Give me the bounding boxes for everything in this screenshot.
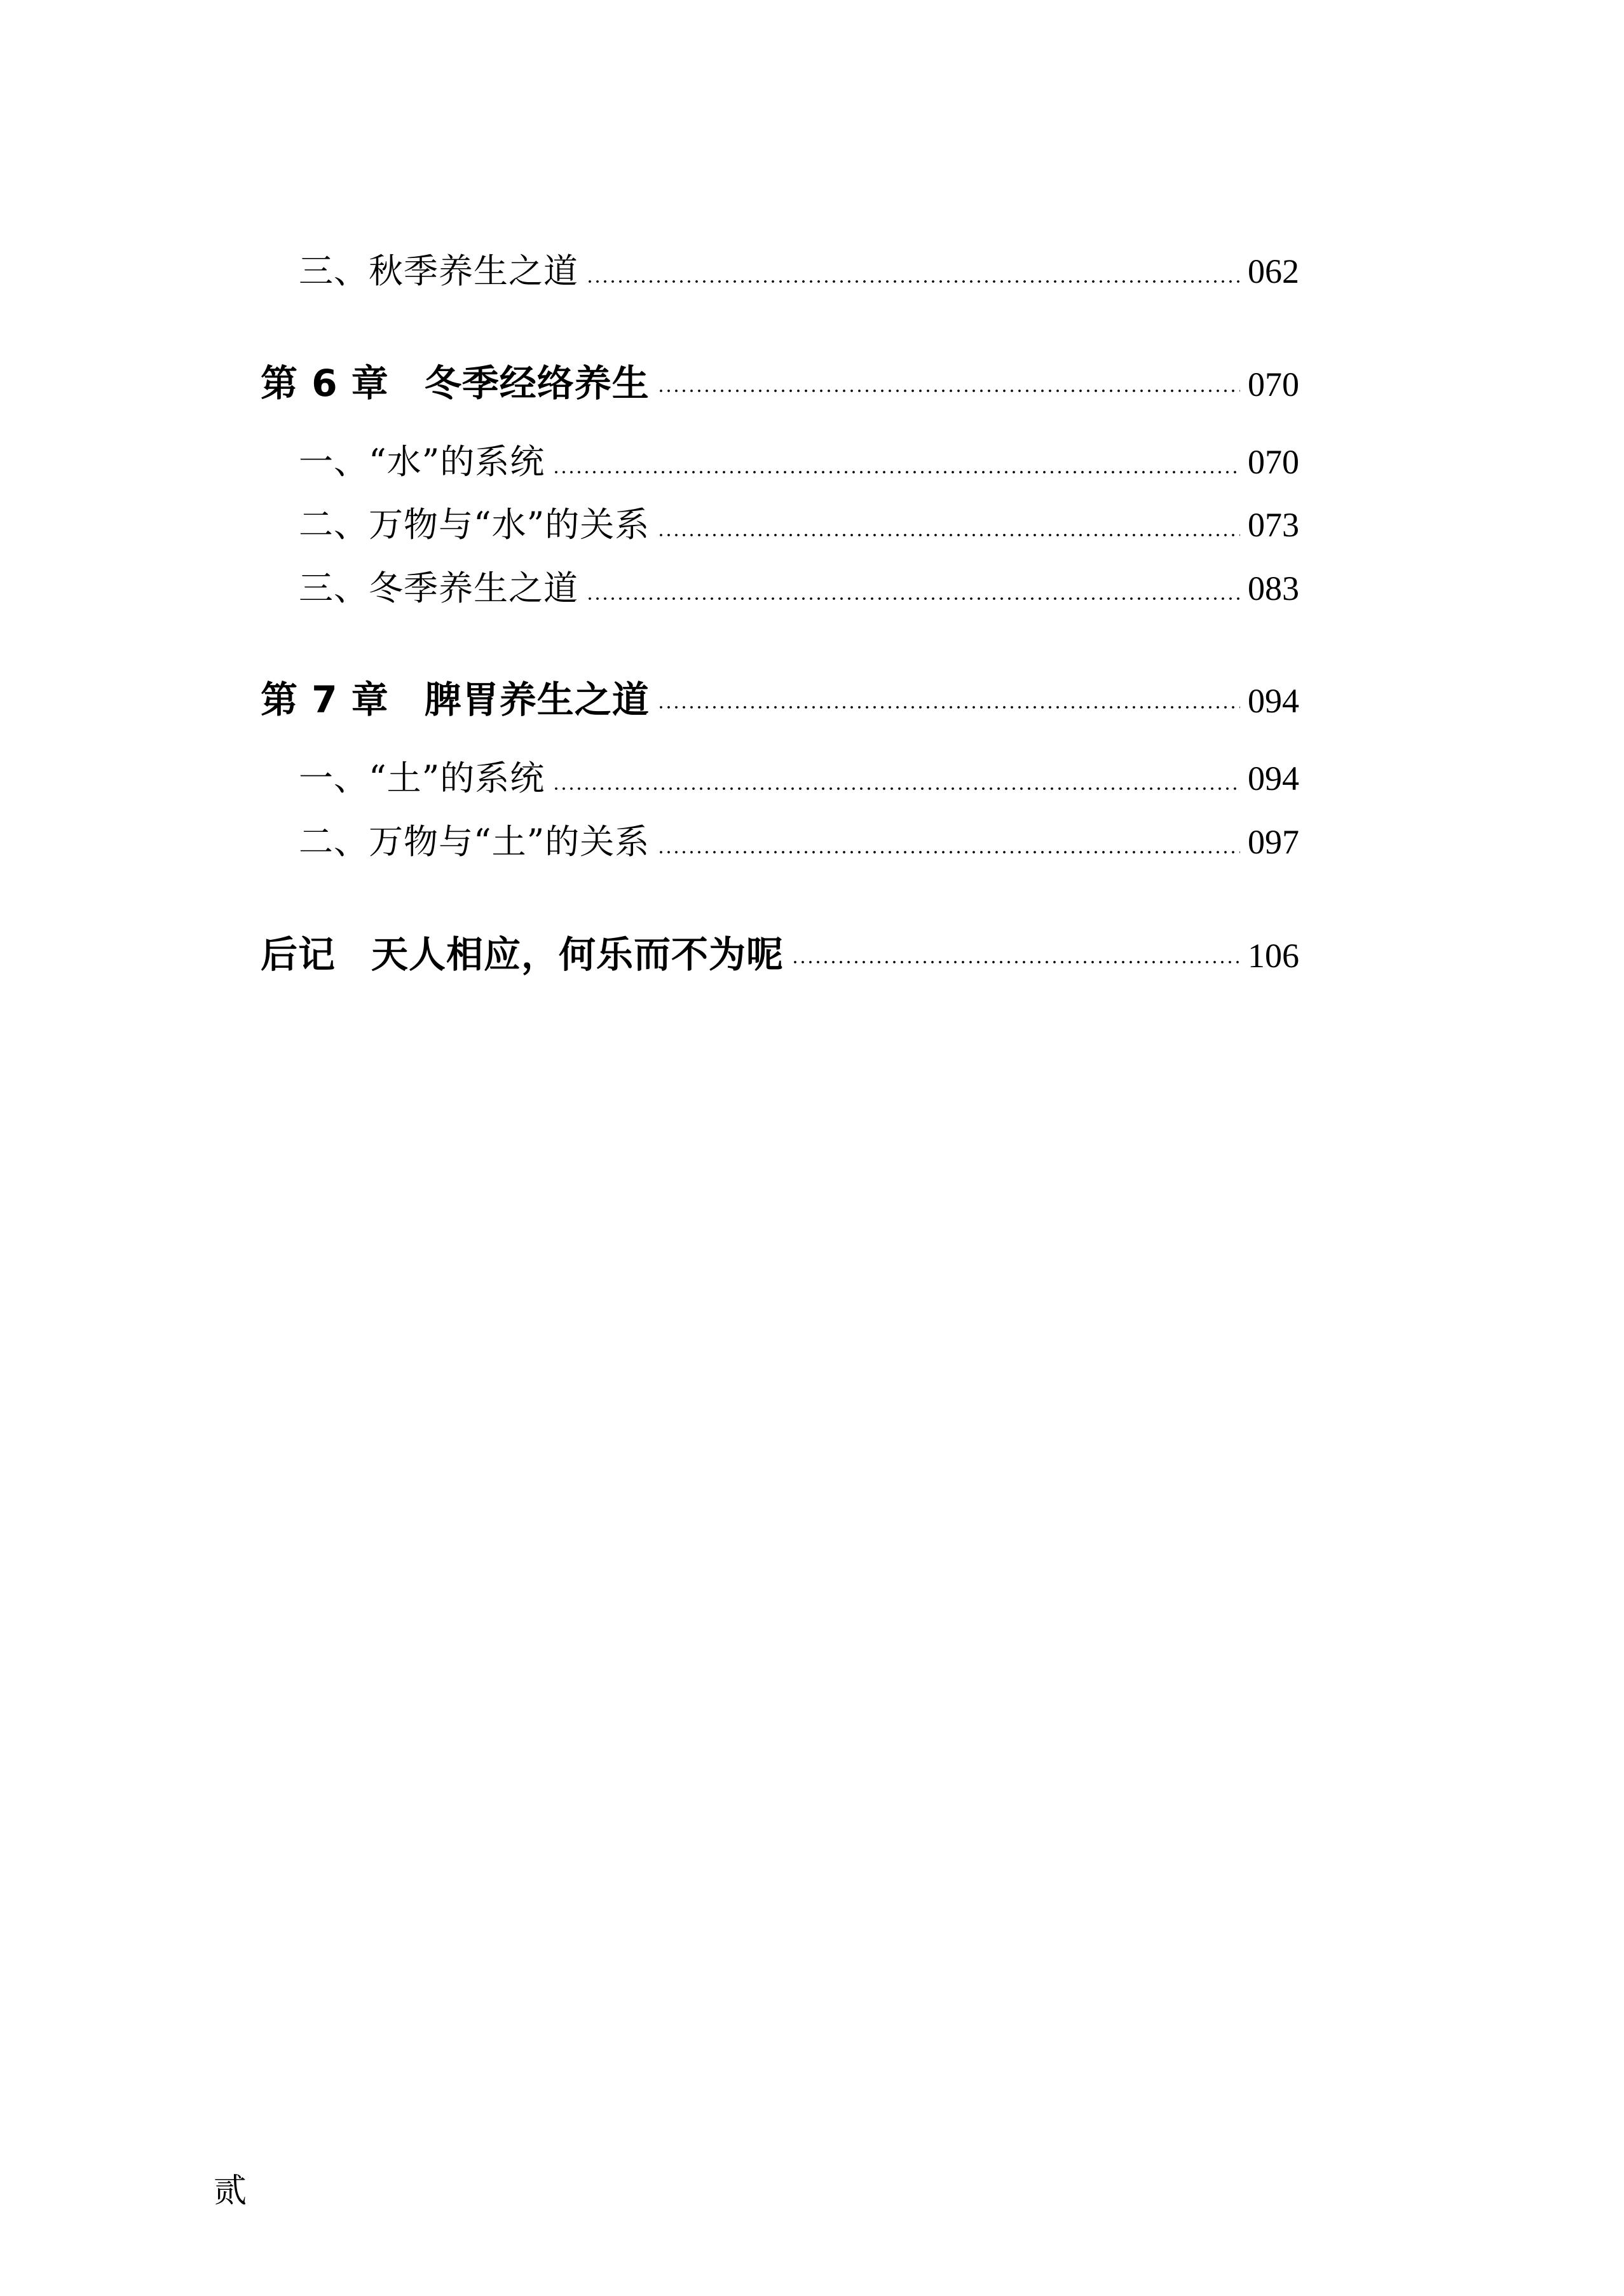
toc-page-number: 094 [1248, 682, 1299, 720]
toc-chapter-entry[interactable] [261, 925, 1299, 975]
chapter-title: 天人相应，何乐而不为呢 [371, 933, 784, 976]
toc-entry-label: 二、万物与“水”的关系 [299, 505, 650, 545]
toc-entry[interactable] [299, 561, 1299, 612]
chapter-title: 冬季经络养生 [424, 362, 650, 405]
toc-chapter-entry[interactable] [261, 353, 1299, 404]
toc-entry-label: 三、秋季养生之道 [299, 251, 578, 291]
toc-page-number: 062 [1248, 252, 1299, 290]
toc-entry[interactable] [299, 498, 1299, 548]
dot-leader [657, 389, 1240, 393]
toc-entry-label: 二、万物与“土”的关系 [299, 822, 650, 862]
toc-page-number: 070 [1248, 443, 1299, 481]
dot-leader [586, 597, 1240, 601]
dot-leader [657, 850, 1240, 854]
page-folio: 贰 [214, 2172, 247, 2210]
toc-page-number: 083 [1248, 569, 1299, 608]
dot-leader [552, 470, 1240, 474]
toc-page-number: 094 [1248, 759, 1299, 798]
toc-page-number: 073 [1248, 506, 1299, 544]
toc-page-number: 070 [1248, 365, 1299, 404]
toc-entry[interactable] [299, 815, 1299, 866]
dot-leader [657, 533, 1240, 537]
dot-leader [552, 787, 1240, 791]
dot-leader [657, 705, 1240, 709]
toc-entry-label: 一、“水”的系统 [299, 442, 545, 482]
toc-page-number: 097 [1248, 823, 1299, 861]
afterword-label: 后记 [261, 933, 336, 976]
toc-page-number: 106 [1248, 937, 1299, 975]
toc-entry-label: 三、冬季养生之道 [299, 568, 578, 608]
chapter-number: 第 6 章 [261, 362, 389, 405]
dot-leader [791, 960, 1240, 964]
chapter-title: 脾胃养生之道 [424, 678, 650, 721]
toc-entry[interactable] [299, 244, 1299, 295]
chapter-number: 第 7 章 [261, 678, 389, 721]
dot-leader [586, 280, 1240, 283]
toc-entry-label: 一、“土”的系统 [299, 758, 545, 798]
toc-chapter-entry[interactable] [261, 670, 1299, 721]
toc-entry[interactable] [299, 751, 1299, 802]
toc-entry[interactable] [299, 435, 1299, 486]
